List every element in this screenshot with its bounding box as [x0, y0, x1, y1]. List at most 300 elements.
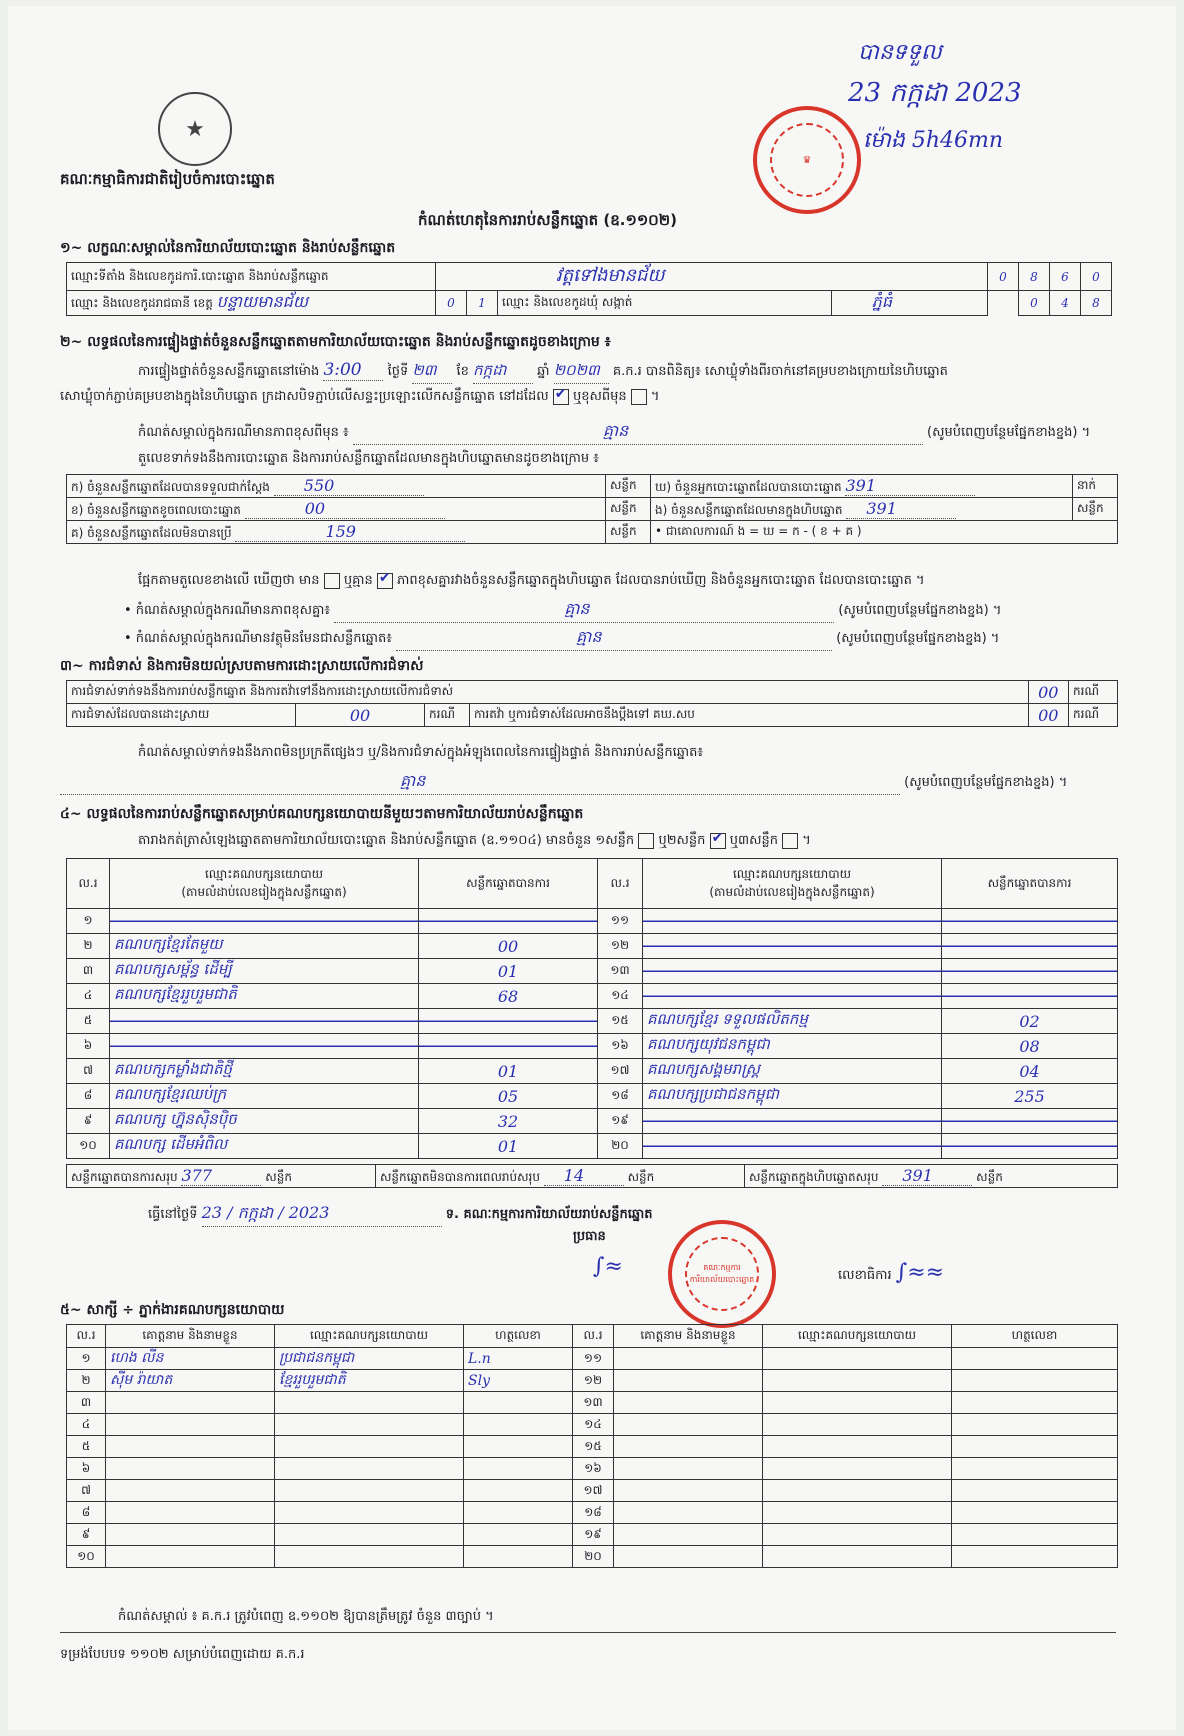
divider: [60, 1632, 1116, 1633]
party-votes: 255: [942, 1084, 1118, 1109]
sheets2-checkbox[interactable]: [710, 833, 726, 849]
party-name: [110, 1009, 419, 1034]
section3-note-label: កំណត់សម្គាល់ទាក់ទងនឹងភាពមិនប្រក្រតីផ្សេងៗ ឬ/និងការជំទាស់ក្នុងអំឡុងពេលនៃការផ្ទៀងផ្ទាត់ និងការរាប់សន្លឹកឆ្នោត៖: [138, 745, 704, 760]
party-votes: 01: [419, 959, 598, 984]
witness-party: [763, 1436, 952, 1458]
party-result-row: [67, 909, 1118, 934]
witness-party: [275, 1414, 464, 1436]
party-votes: [942, 1109, 1118, 1134]
note-label: កំណត់សម្គាល់ក្នុងករណីមានភាពខុសពីមុន ៖: [138, 425, 349, 440]
witness-name: [614, 1524, 763, 1546]
chair-signature: ∫≈: [593, 1254, 623, 1279]
row-number: ១: [67, 909, 110, 934]
verification-text: គ.ក.រ បានពិនិត្យ៖ សោឃ្លុំទាំងពីរចាក់នៅគម្របខាងក្រោយនៃហិបឆ្នោត: [612, 364, 948, 379]
witness-signature: [464, 1546, 573, 1568]
party-name: [643, 909, 942, 934]
party-name: [643, 984, 942, 1009]
row-number: ១៧: [598, 1059, 643, 1084]
province-label-text: ឈ្មោះ និងលេខកូដរាជធានី ខេត្ត: [71, 296, 213, 310]
row-number: ៨: [67, 1502, 106, 1524]
results-unit: សន្លឹក: [606, 521, 651, 544]
witness-party: [275, 1436, 464, 1458]
verification-line: [138, 360, 948, 384]
row-number: ១៩: [573, 1524, 614, 1546]
witness-signature: [464, 1392, 573, 1414]
party-result-row: [67, 1009, 1118, 1034]
party-name: គណបក្សខ្មែរឈប់ក្រ: [110, 1084, 419, 1109]
witness-name: [614, 1546, 763, 1568]
commune-code-digit: 0: [1019, 291, 1050, 316]
witness-signature: [952, 1480, 1118, 1502]
witness-signature: [952, 1392, 1118, 1414]
results-value: 550: [274, 476, 424, 496]
sheets1-checkbox[interactable]: [638, 833, 654, 849]
witness-row: [67, 1392, 1118, 1414]
row-number: ១០: [67, 1134, 110, 1159]
results-label: ក) ចំនួនសន្លឹកឆ្នោតដែលបានទទួលជាក់ស្តែង: [71, 479, 270, 494]
note-value: គ្មាន: [353, 420, 923, 445]
witness-name: [614, 1480, 763, 1502]
party-votes: 02: [942, 1009, 1118, 1034]
row-number: ១២: [598, 934, 643, 959]
col-name: គោត្តនាម និងនាមខ្លួន: [614, 1325, 763, 1348]
witness-name: [106, 1392, 275, 1414]
section5-heading: ៥~ សាក្សី ÷ ភ្នាក់ងារគណបក្សនយោបាយ: [60, 1302, 285, 1318]
bullet1-line: [124, 598, 1001, 623]
seal-text: សោឃ្លុំចាក់ភ្ជាប់គម្របខាងក្នុងនៃហិបឆ្នោត ក្រដាសបិទភ្ជាប់លើសន្ទះប្រឡោះលើកសន្លឹកឆ្នោត នៅដដែល: [60, 389, 549, 404]
party-votes: 08: [942, 1034, 1118, 1059]
row-number: ៩: [67, 1524, 106, 1546]
total-box-value: 391: [882, 1166, 972, 1186]
row-number: ៣: [67, 959, 110, 984]
witness-name: [614, 1436, 763, 1458]
party-votes: [419, 1034, 598, 1059]
witness-party: [275, 1524, 464, 1546]
appeal-unit: ករណី: [1069, 704, 1118, 727]
results-value: 391: [846, 499, 956, 519]
footnote: កំណត់សម្គាល់ ៖ គ.ក.រ ត្រូវបំពេញ ឧ.១១០២ ឱ្យបានត្រឹមត្រូវ ចំនួន ៣ច្បាប់ ។: [118, 1609, 494, 1624]
objections-value: 00: [1028, 681, 1068, 704]
row-number: ១៨: [573, 1502, 614, 1524]
witness-name: [106, 1524, 275, 1546]
section2-heading: ២~ លទ្ធផលនៃការផ្ទៀងផ្ទាត់ចំនួនសន្លឹកឆ្នោតតាមការិយាល័យបោះឆ្នោត និងរាប់សន្លឹកឆ្នោតដូចខាងក្រោម ៖: [60, 334, 611, 350]
committee-label: ទ. គណៈកម្មការការិយាល័យរាប់សន្លឹកឆ្នោត: [445, 1207, 653, 1222]
row-number: ១៣: [573, 1392, 614, 1414]
date-line: [148, 1202, 653, 1227]
totals-table: [66, 1164, 1118, 1188]
party-result-row: [67, 1059, 1118, 1084]
witness-signature: [464, 1414, 573, 1436]
party-name: [643, 934, 942, 959]
party-result-row: [67, 1134, 1118, 1159]
resolved-label: ការជំទាស់ដែលបានដោះស្រាយ: [67, 704, 296, 727]
party-name: គណបក្សខ្មែរ ទទួលផលិតកម្ម: [643, 1009, 942, 1034]
row-number: ១៧: [573, 1480, 614, 1502]
document-page: [8, 6, 1176, 1730]
row-number: ១៣: [598, 959, 643, 984]
witness-signature: [464, 1436, 573, 1458]
party-name: គណបក្ស ដើមអំពិល: [110, 1134, 419, 1159]
results-table: [66, 474, 1118, 544]
results-label: គ) ចំនួនសន្លឹកឆ្នោតដែលមិនបានប្រើ: [71, 525, 232, 540]
total-invalid-value: 14: [544, 1166, 624, 1186]
bullet2-line: [124, 626, 999, 651]
row-number: ១១: [573, 1348, 614, 1370]
witness-signature: [952, 1458, 1118, 1480]
results-label: ខ) ចំនួនសន្លឹកឆ្នោតខូចពេលបោះឆ្នោត: [71, 502, 241, 517]
row-number: ៧: [67, 1059, 110, 1084]
witness-row: [67, 1546, 1118, 1568]
party-name: គណបក្សខ្មែររួបរួមជាតិ: [110, 984, 419, 1009]
col-no: ល.រ: [67, 1325, 106, 1348]
witness-name: [614, 1348, 763, 1370]
witness-name: [614, 1392, 763, 1414]
row-number: ១០: [67, 1546, 106, 1568]
witness-party: [275, 1392, 464, 1414]
witness-row: [67, 1458, 1118, 1480]
fill-hint: (សូមបំពេញបន្ថែមផ្នែកខាងខ្នង) ។: [838, 603, 1002, 618]
diff-text-a: ផ្អែកតាមតួលេខខាងលើ ឃើញថា មាន: [138, 573, 320, 588]
appeal-value: 00: [1028, 704, 1068, 727]
party-votes: 32: [419, 1109, 598, 1134]
witness-row: [67, 1502, 1118, 1524]
receipt-line2: 23 កក្កដា 2023: [848, 78, 1022, 108]
witness-row: [67, 1436, 1118, 1458]
row-number: ១: [67, 1348, 106, 1370]
col-no: ល.រ: [573, 1325, 614, 1348]
witness-row: [67, 1348, 1118, 1370]
day-label: ថ្ងៃទី: [387, 364, 409, 379]
col-no: ល.រ: [598, 859, 643, 909]
witness-party: [763, 1348, 952, 1370]
results-row: [67, 475, 1118, 498]
section1-table: [66, 262, 1112, 316]
col-sign: ហត្ថលេខា: [464, 1325, 573, 1348]
month-value: កក្កដា: [473, 361, 533, 384]
difference-line: [138, 572, 925, 591]
witness-name: [614, 1458, 763, 1480]
row-number: ១១: [598, 909, 643, 934]
row-number: ២: [67, 934, 110, 959]
witness-name: [614, 1370, 763, 1392]
bullet2-label: • កំណត់សម្គាល់ក្នុងករណីមានវត្ថុមិនមែនជាសន្លឹកឆ្នោត៖: [124, 631, 392, 646]
results-formula: • ជាគោលការណ៍ ង = ឃ = ក - ( ខ + គ ): [651, 521, 1118, 544]
row-number: ១៤: [573, 1414, 614, 1436]
party-name: គណបក្សយុវជនកម្ពុជា: [643, 1034, 942, 1059]
witness-name: [106, 1414, 275, 1436]
total-box-cell: [745, 1165, 1118, 1188]
commune-code-digit: 4: [1050, 291, 1081, 316]
witness-signature: [464, 1480, 573, 1502]
party-votes: 00: [419, 934, 598, 959]
row-number: ៥: [67, 1009, 110, 1034]
row-number: ៥: [67, 1436, 106, 1458]
witness-signature: Sly: [464, 1370, 573, 1392]
witness-row: [67, 1414, 1118, 1436]
row-number: ១៥: [598, 1009, 643, 1034]
bullet1-label: • កំណត់សម្គាល់ក្នុងករណីមានភាពខុសគ្នា៖: [124, 603, 331, 618]
month-label: ខែ: [456, 364, 469, 379]
witness-party: [763, 1414, 952, 1436]
commune-label: ឈ្មោះ និងលេខកូដឃុំ សង្កាត់: [498, 291, 832, 316]
station-code-digit: 6: [1050, 263, 1081, 291]
results-value: 391: [845, 476, 975, 496]
section3-heading: ៣~ ការជំទាស់ និងការមិនយល់ស្របតាមការដោះស្រាយលើការជំទាស់: [60, 658, 424, 674]
witness-row: [67, 1480, 1118, 1502]
secretary-line: [838, 1260, 944, 1286]
section1-heading: ១~ លក្ខណៈសម្គាល់នៃការិយាល័យបោះឆ្នោត និងរាប់សន្លឹកឆ្នោត: [60, 240, 396, 256]
witness-name: [106, 1458, 275, 1480]
diff-none-checkbox[interactable]: [377, 573, 393, 589]
col-party: [643, 859, 942, 909]
witness-party: [275, 1458, 464, 1480]
official-seal-bottom: [668, 1220, 776, 1328]
col-sign: ហត្ថលេខា: [952, 1325, 1118, 1348]
province-label: [67, 291, 436, 316]
witness-signature: [464, 1502, 573, 1524]
secretary-signature: ∫≈≈: [895, 1260, 945, 1285]
resolved-unit: ករណី: [425, 704, 470, 727]
col-votes: សន្លឹកឆ្នោតបានការ: [942, 859, 1118, 909]
section4-heading: ៤~ លទ្ធផលនៃការរាប់សន្លឹកឆ្នោតសម្រាប់គណបក្សនយោបាយនីមួយៗតាមការិយាល័យរាប់សន្លឹកឆ្នោត: [60, 806, 584, 822]
witness-party: [763, 1480, 952, 1502]
diff-text-c: ភាពខុសគ្នារវាងចំនួនសន្លឹកឆ្នោតក្នុងហិបឆ្នោត ដែលបានរាប់ឃើញ និងចំនួនអ្នកបោះឆ្នោត ដែលបានបោះឆ្នោត ។: [397, 573, 925, 588]
party-name: គណបក្សសម្ព័ន្ធ ដើម្បី: [110, 959, 419, 984]
station-name: វត្តទៅងមានជ័យ: [436, 263, 988, 291]
party-votes: [942, 959, 1118, 984]
results-intro: តួលេខទាក់ទងនឹងការបោះឆ្នោត និងការរាប់សន្លឹកឆ្នោតដែលមានក្នុងហិបឆ្នោតមានដូចខាងក្រោម ៖: [138, 451, 599, 466]
row-number: ៤: [67, 1414, 106, 1436]
receipt-line1: បានទទួល: [858, 40, 942, 65]
witness-signature: [952, 1436, 1118, 1458]
receipt-line3: ម៉ោង 5h46mn: [863, 128, 1004, 153]
witness-table: [66, 1324, 1118, 1568]
province-name: បន្ទាយមានជ័យ: [216, 292, 309, 311]
org-name: គណៈកម្មាធិការជាតិរៀបចំការបោះឆ្នោត: [60, 170, 275, 188]
time-label: ការផ្ទៀងផ្ទាត់ចំនួនសន្លឹកឆ្នោតនៅម៉ោង: [138, 364, 320, 379]
col-party-title: ឈ្មោះគណបក្សនយោបាយ: [204, 866, 324, 881]
witness-party: [763, 1524, 952, 1546]
party-votes: 04: [942, 1059, 1118, 1084]
witness-party: [275, 1480, 464, 1502]
total-invalid-label: សន្លឹកឆ្នោតមិនបានការពេលរាប់សរុប: [380, 1169, 540, 1184]
col-party-sub: (តាមលំដាប់លេខរៀងក្នុងសន្លឹកឆ្នោត): [181, 884, 347, 899]
witness-party: [763, 1392, 952, 1414]
total-valid-label: សន្លឹកឆ្នោតបានការសរុប: [71, 1169, 178, 1184]
witness-signature: [952, 1348, 1118, 1370]
party-name: [643, 1109, 942, 1134]
chair-label: ប្រធាន: [573, 1229, 606, 1244]
results-unit: នាក់: [1073, 475, 1118, 498]
witness-row: [67, 1370, 1118, 1392]
col-party: [110, 859, 419, 909]
witness-name: [614, 1502, 763, 1524]
bullet1-value: គ្មាន: [334, 598, 834, 623]
time-value: 3:00: [323, 360, 383, 381]
witness-party: [763, 1370, 952, 1392]
station-code-digit: 0: [988, 263, 1019, 291]
fill-hint: (សូមបំពេញបន្ថែមផ្នែកខាងខ្នង) ។: [836, 631, 1000, 646]
total-box-label: សន្លឹកឆ្នោតក្នុងហិបឆ្នោតសរុប: [749, 1169, 879, 1184]
total-invalid-unit: សន្លឹក: [627, 1169, 655, 1184]
party-results-table: [66, 858, 1118, 1159]
row-number: ៦: [67, 1458, 106, 1480]
party-result-row: [67, 1109, 1118, 1134]
form-title: កំណត់ហេតុនៃការរាប់សន្លឹកឆ្នោត (ឧ.១១០២): [418, 211, 678, 229]
party-votes: 05: [419, 1084, 598, 1109]
col-party: ឈ្មោះគណបក្សនយោបាយ: [275, 1325, 464, 1348]
witness-party: ខ្មែររួបរួមជាតិ: [275, 1370, 464, 1392]
objections-table: [66, 680, 1118, 727]
tally-opt2: ឬ២សន្លឹក: [658, 833, 706, 848]
party-name: [110, 909, 419, 934]
official-seal-top: ♛: [753, 106, 861, 214]
total-invalid-cell: [376, 1165, 745, 1188]
row-number: ១២: [573, 1370, 614, 1392]
row-number: ៣: [67, 1392, 106, 1414]
tally-opt3: ឬ៣សន្លឹក: [729, 833, 778, 848]
year-label: ឆ្នាំ: [537, 364, 550, 379]
row-number: ១៦: [573, 1458, 614, 1480]
witness-signature: [952, 1370, 1118, 1392]
col-party: ឈ្មោះគណបក្សនយោបាយ: [763, 1325, 952, 1348]
row-number: ៤: [67, 984, 110, 1009]
commune-code-digit: 8: [1081, 291, 1112, 316]
row-number: ១៦: [598, 1034, 643, 1059]
witness-signature: [464, 1458, 573, 1480]
witness-signature: [952, 1502, 1118, 1524]
party-votes: 68: [419, 984, 598, 1009]
results-unit: សន្លឹក: [1073, 498, 1118, 521]
station-label: ឈ្មោះទីតាំង និងលេខកូដការិ.បោះឆ្នោត និងរាប់សន្លឹកឆ្នោត: [67, 263, 436, 291]
row-number: ៨: [67, 1084, 110, 1109]
party-votes: 01: [419, 1059, 598, 1084]
witness-signature: [464, 1524, 573, 1546]
party-votes: [942, 984, 1118, 1009]
secretary-label: លេខាធិការ: [838, 1268, 892, 1283]
party-votes: [419, 1009, 598, 1034]
witness-party: ប្រជាជនកម្ពុជា: [275, 1348, 464, 1370]
party-votes: [942, 934, 1118, 959]
row-number: ១៥: [573, 1436, 614, 1458]
witness-name: [614, 1414, 763, 1436]
bullet2-value: គ្មាន: [396, 626, 832, 651]
party-name: [643, 1134, 942, 1159]
witness-name: [106, 1546, 275, 1568]
col-party-sub: (តាមលំដាប់លេខរៀងក្នុងសន្លឹកឆ្នោត): [709, 884, 875, 899]
witness-name: ហេង លីន: [106, 1348, 275, 1370]
row-number: ៩: [67, 1109, 110, 1134]
commune-name: ភ្នំធំ: [831, 291, 987, 316]
intact-checkbox[interactable]: [553, 389, 569, 405]
col-party-title: ឈ្មោះគណបក្សនយោបាយ: [732, 866, 852, 881]
changed-checkbox[interactable]: [631, 389, 647, 405]
col-votes: សន្លឹកឆ្នោតបានការ: [419, 859, 598, 909]
results-label: ង) ចំនួនសន្លឹកឆ្នោតដែលមានក្នុងហិបឆ្នោត: [655, 502, 843, 517]
diff-yes-checkbox[interactable]: [324, 573, 340, 589]
party-result-row: [67, 984, 1118, 1009]
party-result-row: [67, 1084, 1118, 1109]
party-votes: [419, 909, 598, 934]
row-number: ៧: [67, 1480, 106, 1502]
party-name: [110, 1034, 419, 1059]
results-value: 00: [245, 499, 445, 519]
changed-text: ឬខុសពីមុន: [572, 389, 627, 404]
row-number: ៦: [67, 1034, 110, 1059]
objections-label: ការជំទាស់ទាក់ទងនឹងការរាប់សន្លឹកឆ្នោត និងការតវ៉ាទៅនឹងការដោះស្រាយលើការជំទាស់: [67, 681, 1029, 704]
sheets3-checkbox[interactable]: [782, 833, 798, 849]
party-result-row: [67, 934, 1118, 959]
objections-unit: ករណី: [1069, 681, 1118, 704]
party-name: គណបក្ស ហ្វ៊ុនស៊ិនប៉ិច: [110, 1109, 419, 1134]
resolved-value: 00: [296, 704, 425, 727]
party-result-row: [67, 1034, 1118, 1059]
witness-name: [106, 1436, 275, 1458]
total-valid-unit: សន្លឹក: [265, 1169, 292, 1184]
station-code-digit: 0: [1081, 263, 1112, 291]
witness-party: [275, 1502, 464, 1524]
col-no: ល.រ: [67, 859, 110, 909]
nec-emblem-icon: ★: [158, 92, 232, 166]
witness-signature: [952, 1546, 1118, 1568]
witness-signature: [952, 1414, 1118, 1436]
day-value: ២៣: [412, 361, 452, 384]
party-votes: [942, 909, 1118, 934]
witness-party: [763, 1458, 952, 1480]
party-name: គណបក្សខ្មែរតែមួយ: [110, 934, 419, 959]
form-note: ទម្រង់បែបបទ ១១០២ សម្រាប់បំពេញដោយ គ.ក.រ: [60, 1647, 305, 1662]
year-value: ២០២៣: [554, 361, 609, 384]
party-name: គណបក្សប្រជាជនកម្ពុជា: [643, 1084, 942, 1109]
total-valid-value: 377: [181, 1166, 261, 1186]
party-result-row: [67, 959, 1118, 984]
appeal-label: ការតវ៉ា ឬការជំទាស់ដែលអាចនឹងប្តឹងទៅ គឃ.សប: [470, 704, 1029, 727]
witness-signature: [952, 1524, 1118, 1546]
witness-row: [67, 1524, 1118, 1546]
witness-signature: L.n: [464, 1348, 573, 1370]
results-value: 159: [235, 522, 465, 542]
row-number: ១៩: [598, 1109, 643, 1134]
seal-line: សោឃ្លុំចាក់ភ្ជាប់គម្របខាងក្នុងនៃហិបឆ្នោត ក្រដាសបិទភ្ជាប់លើសន្ទះប្រឡោះលើកសន្លឹកឆ្នោត នៅដដែល ✔ ឬខុសពីមុន ។: [60, 388, 659, 407]
seal-text: គណៈកម្មការការិយាល័យបោះឆ្នោត: [685, 1237, 759, 1311]
witness-party: [763, 1502, 952, 1524]
date-label: ធ្វើនៅថ្ងៃទី: [148, 1207, 198, 1222]
results-row: [67, 498, 1118, 521]
section3-note-line: [60, 770, 1067, 795]
row-number: ១៨: [598, 1084, 643, 1109]
total-valid-cell: [67, 1165, 376, 1188]
party-name: [643, 959, 942, 984]
total-box-unit: សន្លឹក: [976, 1169, 1003, 1184]
party-votes: 01: [419, 1134, 598, 1159]
section3-note-value: គ្មាន: [60, 770, 900, 795]
results-unit: សន្លឹក: [606, 498, 651, 521]
col-name: គោត្តនាម និងនាមខ្លួន: [106, 1325, 275, 1348]
witness-party: [763, 1546, 952, 1568]
tally-intro: តារាងកត់ត្រាសំឡេងឆ្នោតតាមការិយាល័យបោះឆ្នោត និងរាប់សន្លឹកឆ្នោត (ឧ.១១០៤) មានចំនួន ១សន្លឹក: [138, 833, 635, 848]
diff-text-b: ឬគ្មាន: [343, 573, 373, 588]
fill-hint: (សូមបំពេញបន្ថែមផ្នែកខាងខ្នង) ។: [927, 425, 1091, 440]
results-label: ឃ) ចំនួនអ្នកបោះឆ្នោតដែលបានបោះឆ្នោត: [655, 479, 842, 494]
tally-sheets-line: តារាងកត់ត្រាសំឡេងឆ្នោតតាមការិយាល័យបោះឆ្នោត និងរាប់សន្លឹកឆ្នោត (ឧ.១១០៤) មានចំនួន ១សន្លឹក ឬ២សន្លឹក ✔ ឬ៣សន្លឹក ។: [138, 832, 811, 851]
witness-name: [106, 1502, 275, 1524]
province-code-digit: 1: [467, 291, 498, 316]
party-name: គណបក្សកម្លាំងជាតិថ្មី: [110, 1059, 419, 1084]
row-number: ២០: [598, 1134, 643, 1159]
date-value: 23 / កក្កដា / 2023: [202, 1202, 442, 1227]
results-unit: សន្លឹក: [606, 475, 651, 498]
row-number: ២: [67, 1370, 106, 1392]
